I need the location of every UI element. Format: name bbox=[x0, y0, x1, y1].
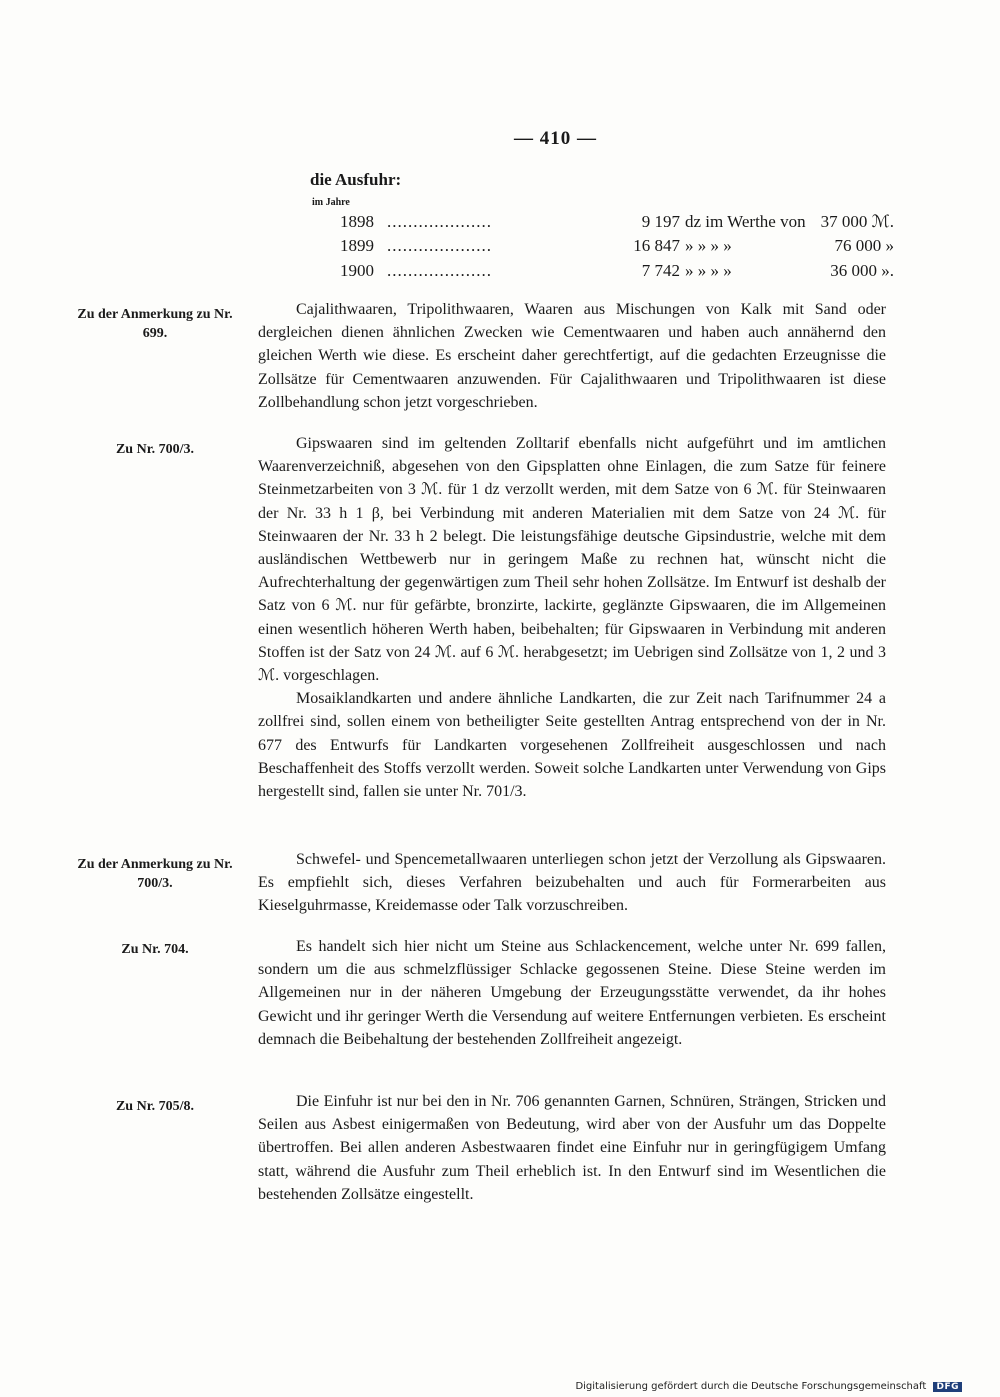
section-text bbox=[258, 298, 886, 414]
export-value: 36 000 ». bbox=[830, 261, 894, 280]
paragraph: Die Einfuhr ist nur bei den in Nr. 706 genannten Garnen, Schnüren, Strängen, Stricken und Seilen aus Asbest einigermaßen von Bedeutung, wird aber von der Ausfuhr um das Doppelte übertroffen. Bei allen anderen Asbestwaaren findet eine Einfuhr nur in geringfügigem Umfang statt, während die Ausfuhr zum Theil erheblich ist. In den Entwurf sind im Wesentlichen die bestehenden Zollsätze eingestellt. bbox=[258, 1093, 886, 1203]
export-value: 37 000 ℳ. bbox=[820, 212, 894, 231]
export-quantity: 9 197 bbox=[641, 212, 680, 231]
export-unit: » » » » bbox=[685, 236, 732, 255]
export-heading: die Ausfuhr: bbox=[310, 170, 402, 189]
margin-note: Zu Nr. 705/8. bbox=[115, 1099, 195, 1114]
dfg-logo: DFG bbox=[933, 1382, 962, 1392]
leader-dots: .................... bbox=[387, 261, 492, 280]
export-year: 1898 bbox=[340, 212, 374, 231]
margin-note: Zu Nr. 704. bbox=[121, 942, 189, 957]
section-text bbox=[258, 848, 886, 918]
margin-note: Zu der Anmerkung zu Nr. 700/3. bbox=[77, 857, 233, 891]
paragraph: Es handelt sich hier nicht um Steine aus Schlackencement, welche unter Nr. 699 fallen, sondern um die aus schmelzflüssiger Schlacke gegossenen Steine. Diese Steine werden im Allgemeinen nur in der näheren Umgebung der Erzeugungsstätte verwendet, da ihr hohes Gewicht und ihr geringer Werth die Versendung auf weitere Entfernungen verbieten. Es erscheint demnach die Beibehaltung der bestehenden Zollfreiheit angezeigt. bbox=[258, 938, 886, 1048]
export-subheading: im Jahre bbox=[312, 197, 350, 208]
export-row bbox=[340, 212, 900, 236]
leader-dots: .................... bbox=[387, 236, 492, 255]
paragraph: Cajalithwaaren, Tripolithwaaren, Waaren aus Mischungen von Kalk mit Sand oder dergleichen dienen ähnlichen Zwecken wie Cementwaaren und haben auch annähernd den gleichen Werth wie diese. Es erscheint daher gerechtfertigt, auf die gedachten Erzeugnisse die Zollsätze für Cementwaaren anzuwenden. Für Cajalithwaaren und Tripolithwaaren ist diese Zollbehandlung schon jetzt vorgeschrieben. bbox=[258, 301, 886, 411]
section-text bbox=[258, 935, 886, 1051]
paragraph: Schwefel- und Spencemetallwaaren unterliegen schon jetzt der Verzollung als Gipswaaren. Es empfiehlt sich, dieses Verfahren beizubehalten und auch für Formerarbeiten aus Kieselguhrmasse, Kreidemasse oder Talk vorzuschreiben. bbox=[258, 851, 886, 915]
export-value: 76 000 » bbox=[834, 236, 894, 255]
section-text bbox=[258, 1090, 886, 1206]
export-year: 1899 bbox=[340, 236, 374, 255]
paragraph: Mosaiklandkarten und andere ähnliche Landkarten, die zur Zeit nach Tarifnummer 24 a zollfrei sind, sollen einem von betheiligter Seite gestellten Antrag entsprechend von der in Nr. 677 des Entwurfs für Landkarten vorgesehenen Zollfreiheit ausgeschlossen und nach Beschaffenheit des Stoffs verzollt werden. Soweit solche Landkarten unter Verwendung von Gips hergestellt sind, fallen sie unter Nr. 701/3. bbox=[258, 690, 886, 801]
page-number: — 410 — bbox=[514, 128, 597, 149]
margin-note: Zu Nr. 700/3. bbox=[115, 442, 195, 457]
leader-dots: .................... bbox=[387, 212, 492, 231]
section-text bbox=[258, 432, 886, 803]
export-unit: » » » » bbox=[685, 261, 732, 280]
export-quantity: 16 847 bbox=[633, 236, 680, 255]
export-quantity: 7 742 bbox=[641, 261, 680, 280]
export-year: 1900 bbox=[340, 261, 374, 280]
export-row bbox=[340, 236, 900, 260]
credit-text: Digitalisierung gefördert durch die Deutsche Forschungsgemeinschaft bbox=[575, 1381, 927, 1392]
paragraph: Gipswaaren sind im geltenden Zolltarif ebenfalls nicht aufgeführt und im amtlichen Waarenverzeichniß, abgesehen von den Gipsplatten ohne Einlagen, die zum Satze für feinere Steinmetzarbeiten von 3 ℳ. für 1 dz verzollt werden, mit dem Satze von 6 ℳ. für Steinwaaren der Nr. 33 h 1 β, bei Verbindung mit anderen Materialien mit dem Satze von 24 ℳ. für Steinwaaren der Nr. 33 h 2 belegt. Die leistungsfähige deutsche Gipsindustrie, welche mit dem ausländischen Wettbewerb nur in geringem Maße zu rechnen hat, wünscht nicht die Aufrechterhaltung der gegenwärtigen zum Theil sehr hohen Zollsätze. Im Entwurf ist deshalb der Satz von 6 ℳ. nur für gefärbte, bronzirte, lackirte, geglänzte Gipswaaren, die im Allgemeinen einen wesentlich höheren Werth haben, beibehalten; für Gipswaaren in Verbindung mit anderen Stoffen ist der Satz von 24 ℳ. auf 6 ℳ. herabgesetzt; im Uebrigen sind Zollsätze von 1, 2 und 3 ℳ. vorgeschlagen. bbox=[258, 435, 886, 685]
digitization-credit bbox=[575, 1381, 962, 1392]
margin-note: Zu der Anmerkung zu Nr. 699. bbox=[77, 307, 233, 341]
export-unit: dz im Werthe von bbox=[685, 212, 806, 231]
export-row bbox=[340, 261, 900, 285]
